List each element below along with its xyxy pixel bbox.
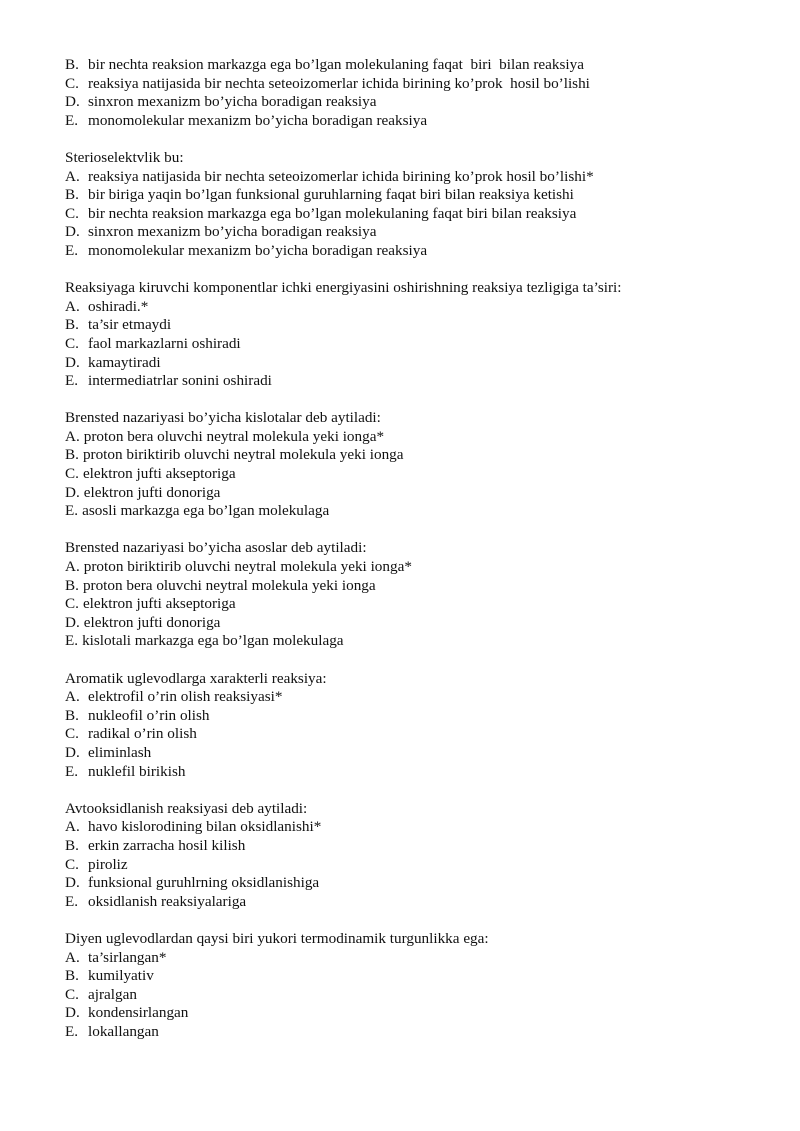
answer-option [65,763,765,782]
option-text: ta’sirlangan* [88,948,167,966]
answer-option [65,688,765,707]
option-letter: A. [65,948,80,966]
answer-option [65,354,765,373]
option-letter: E. [65,372,79,390]
answer-option [65,614,765,633]
option-text: erkin zarracha hosil kilish [88,836,246,854]
option-text: eliminlash [88,743,152,761]
option-letter: D. [65,93,80,111]
answer-option [65,744,765,763]
option-letter: E. [65,762,79,780]
question-text: Reaksiyaga kiruvchi komponentlar ichki energiyasini oshirishning reaksiya tezligiga ta’siri: [65,279,622,297]
answer-option [65,484,765,503]
answer-option [65,298,765,317]
option-text: havo kislorodining bilan oksidlanishi* [88,818,322,836]
answer-option [65,75,765,94]
option-text: piroliz [88,855,128,873]
answer-option [65,558,765,577]
answer-option [65,632,765,651]
option-text: reaksiya natijasida bir nechta seteoizomerlar ichida birining ko’prok hosil bo’lishi* [88,167,594,185]
option-letter: E. [65,111,79,129]
answer-option [65,967,765,986]
option-text: bir nechta reaksion markazga ega bo’lgan molekulaning faqat biri bilan reaksiya [88,56,584,73]
option-text: sinxron mexanizm bo’yicha boradigan reaksiya [88,93,377,111]
option-letter: E. [65,632,79,650]
option-text: faol markazlarni oshiradi [88,334,241,352]
question-block [65,800,765,912]
option-text: sinxron mexanizm bo’yicha boradigan reaksiya [88,223,377,241]
answer-option [65,465,765,484]
answer-option [65,186,765,205]
answer-option [65,893,765,912]
question-block [65,56,765,130]
answer-option [65,818,765,837]
option-text: elektron jufti akseptoriga [82,465,236,483]
option-letter: B. [65,967,79,985]
answer-option [65,595,765,614]
option-text: monomolekular mexanizm bo’yicha boradigan reaksiya [88,241,428,259]
answer-option [65,316,765,335]
answer-option [65,112,765,131]
answer-option [65,335,765,354]
option-letter: D. [65,874,80,892]
question-block [65,409,765,521]
option-text: reaksiya natijasida bir nechta seteoizomerlar ichida birining ko’prok hosil bo’lishi [88,74,590,92]
answer-option [65,949,765,968]
option-letter: C. [65,204,79,222]
question-block [65,279,765,391]
question-block [65,539,765,651]
answer-option [65,428,765,447]
question-text: Brensted nazariyasi bo’yicha kislotalar deb aytiladi: [65,409,381,427]
question-text: Brensted nazariyasi bo’yicha asoslar deb aytiladi: [65,539,367,557]
option-letter: C. [65,985,79,1003]
answer-option [65,874,765,893]
option-letter: B. [65,186,79,204]
option-letter: A. [65,688,80,706]
question-block [65,149,765,261]
option-text: monomolekular mexanizm bo’yicha boradigan reaksiya [88,111,428,129]
answer-option [65,707,765,726]
option-letter: D. [65,743,80,761]
option-letter: C. [65,595,79,613]
answer-option [65,577,765,596]
option-letter: A. [65,427,80,445]
answer-option [65,837,765,856]
option-letter: A. [65,297,80,315]
option-letter: D. [65,483,80,501]
option-letter: C. [65,465,79,483]
question-text: Diyen uglevodlardan qaysi biri yukori termodinamik turgunlikka ega: [65,929,489,947]
option-text: bir nechta reaksion markazga ega bo’lgan molekulaning faqat biri bilan reaksiya [88,204,577,222]
option-letter: E. [65,1022,79,1040]
answer-option [65,205,765,224]
option-letter: B. [65,56,79,73]
option-text: ta’sir etmaydi [88,316,172,334]
option-text: funksional guruhlrning oksidlanishiga [88,874,320,892]
option-letter: D. [65,353,80,371]
option-text: bir biriga yaqin bo’lgan funksional guruhlarning faqat biri bilan reaksiya ketishi [88,186,574,204]
option-letter: B. [65,836,79,854]
option-letter: B. [65,576,79,594]
option-letter: A. [65,558,80,576]
answer-option [65,372,765,391]
answer-option [65,725,765,744]
question-block [65,930,765,1042]
option-letter: D. [65,223,80,241]
option-letter: E. [65,241,79,259]
option-letter: A. [65,167,80,185]
option-text: asosli markazga ega bo’lgan molekulaga [82,502,330,520]
question-text: Avtooksidlanish reaksiyasi deb aytiladi: [65,799,308,817]
option-text: kamaytiradi [88,353,161,371]
question-text: Sterioselektvlik bu: [65,148,184,166]
answer-option [65,242,765,261]
option-text: kondensirlangan [88,1004,189,1022]
answer-option [65,93,765,112]
option-letter: A. [65,818,80,836]
option-text: oksidlanish reaksiyalariga [88,892,247,910]
answer-option [65,502,765,521]
option-letter: C. [65,74,79,92]
question-block [65,670,765,782]
option-text: ajralgan [88,985,137,1003]
option-letter: C. [65,725,79,743]
option-text: oshiradi.* [88,297,149,315]
answer-option [65,446,765,465]
option-text: nukleofil o’rin olish [88,706,210,724]
option-letter: C. [65,334,79,352]
option-text: elektrofil o’rin olish reaksiyasi* [88,688,283,706]
option-text: proton bera oluvchi neytral molekula yeki ionga* [83,427,385,445]
option-text: elektron jufti akseptoriga [82,595,236,613]
answer-option [65,56,765,75]
option-letter: B. [65,316,79,334]
option-text: kumilyativ [88,967,154,985]
answer-option [65,168,765,187]
option-text: elektron jufti donoriga [83,483,221,501]
option-letter: D. [65,613,80,631]
option-text: proton bera oluvchi neytral molekula yeki ionga [82,576,376,594]
option-text: lokallangan [88,1022,159,1040]
option-text: elektron jufti donoriga [83,613,221,631]
option-text: radikal o’rin olish [88,725,197,743]
answer-option [65,856,765,875]
answer-option [65,986,765,1005]
option-text: nuklefil birikish [88,762,186,780]
option-letter: B. [65,706,79,724]
answer-option [65,223,765,242]
option-letter: E. [65,502,79,520]
option-text: intermediatrlar sonini oshiradi [88,372,272,390]
option-letter: E. [65,892,79,910]
option-letter: C. [65,855,79,873]
option-text: proton biriktirib oluvchi neytral molekula yeki ionga* [83,558,412,576]
option-text: proton biriktirib oluvchi neytral molekula yeki ionga [82,446,404,464]
option-text: kislotali markazga ega bo’lgan molekulaga [82,632,344,650]
document-page [65,56,765,1060]
question-text: Aromatik uglevodlarga xarakterli reaksiya: [65,669,327,687]
answer-option [65,1004,765,1023]
answer-option [65,1023,765,1042]
option-letter: D. [65,1004,80,1022]
option-letter: B. [65,446,79,464]
